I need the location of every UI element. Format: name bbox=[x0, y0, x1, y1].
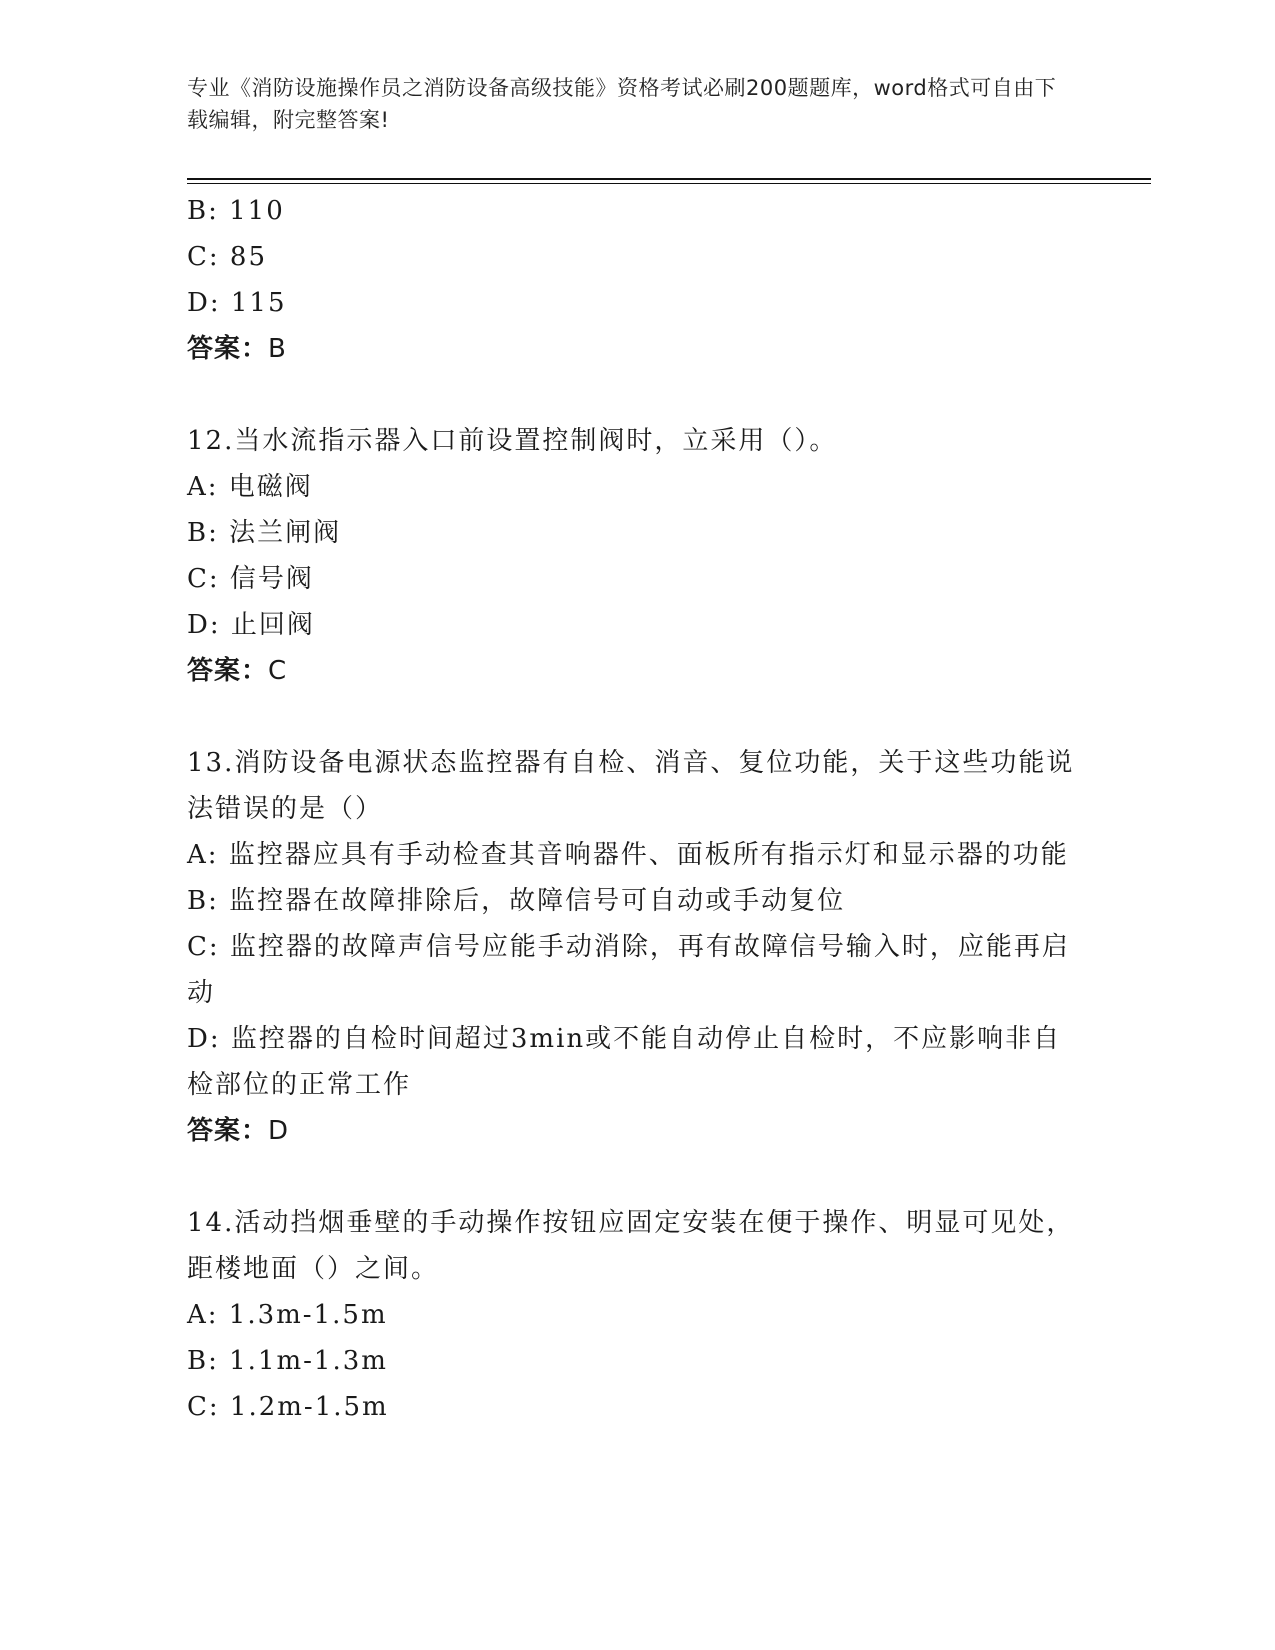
option-a: A: 电磁阀 bbox=[187, 472, 313, 502]
question-13 bbox=[187, 740, 1077, 1154]
option-c: C: 85 bbox=[187, 242, 268, 272]
option-a: A: 监控器应具有手动检查其音响器件、面板所有指示灯和显示器的功能 bbox=[187, 840, 1069, 870]
question-stem: 14.活动挡烟垂壁的手动操作按钮应固定安装在便于操作、明显可见处，距楼地面（）之间。 bbox=[187, 1208, 1075, 1284]
option-c: C: 1.2m-1.5m bbox=[187, 1392, 389, 1422]
option-c: C: 信号阀 bbox=[187, 564, 314, 594]
answer-label: 答案： bbox=[187, 334, 269, 364]
document-header: 专业《消防设施操作员之消防设备高级技能》资格考试必刷200题题库，word格式可自由下载编辑，附完整答案! bbox=[187, 76, 1057, 132]
option-a: A: 1.3m-1.5m bbox=[187, 1300, 388, 1330]
spacer bbox=[187, 372, 1077, 418]
option-b: B: 110 bbox=[187, 196, 285, 226]
option-d: D: 115 bbox=[187, 288, 287, 318]
question-12 bbox=[187, 418, 1077, 694]
option-b: B: 监控器在故障排除后，故障信号可自动或手动复位 bbox=[187, 886, 846, 916]
question-11-partial bbox=[187, 188, 1077, 372]
answer-line bbox=[187, 648, 1077, 694]
answer-line bbox=[187, 326, 1077, 372]
spacer bbox=[187, 694, 1077, 740]
answer-label: 答案： bbox=[187, 1116, 269, 1146]
answer-line bbox=[187, 1108, 1077, 1154]
header-divider-thin bbox=[187, 183, 1151, 184]
option-c: C: 监控器的故障声信号应能手动消除，再有故障信号输入时，应能再启动 bbox=[187, 932, 1070, 1008]
header-divider-thick bbox=[187, 178, 1151, 180]
question-stem: 12.当水流指示器入口前设置控制阀时，立采用（）。 bbox=[187, 426, 838, 456]
option-d: D: 监控器的自检时间超过3min或不能自动停止自检时，不应影响非自检部位的正常工作 bbox=[187, 1024, 1062, 1100]
question-content bbox=[187, 188, 1077, 1430]
question-14 bbox=[187, 1200, 1077, 1430]
answer-value: D bbox=[268, 1116, 290, 1146]
answer-value: B bbox=[268, 334, 287, 364]
option-b: B: 法兰闸阀 bbox=[187, 518, 342, 548]
option-b: B: 1.1m-1.3m bbox=[187, 1346, 388, 1376]
option-d: D: 止回阀 bbox=[187, 610, 315, 640]
answer-label: 答案： bbox=[187, 656, 269, 686]
question-stem: 13.消防设备电源状态监控器有自检、消音、复位功能，关于这些功能说法错误的是（） bbox=[187, 748, 1075, 824]
answer-value: C bbox=[268, 656, 288, 686]
spacer bbox=[187, 1154, 1077, 1200]
